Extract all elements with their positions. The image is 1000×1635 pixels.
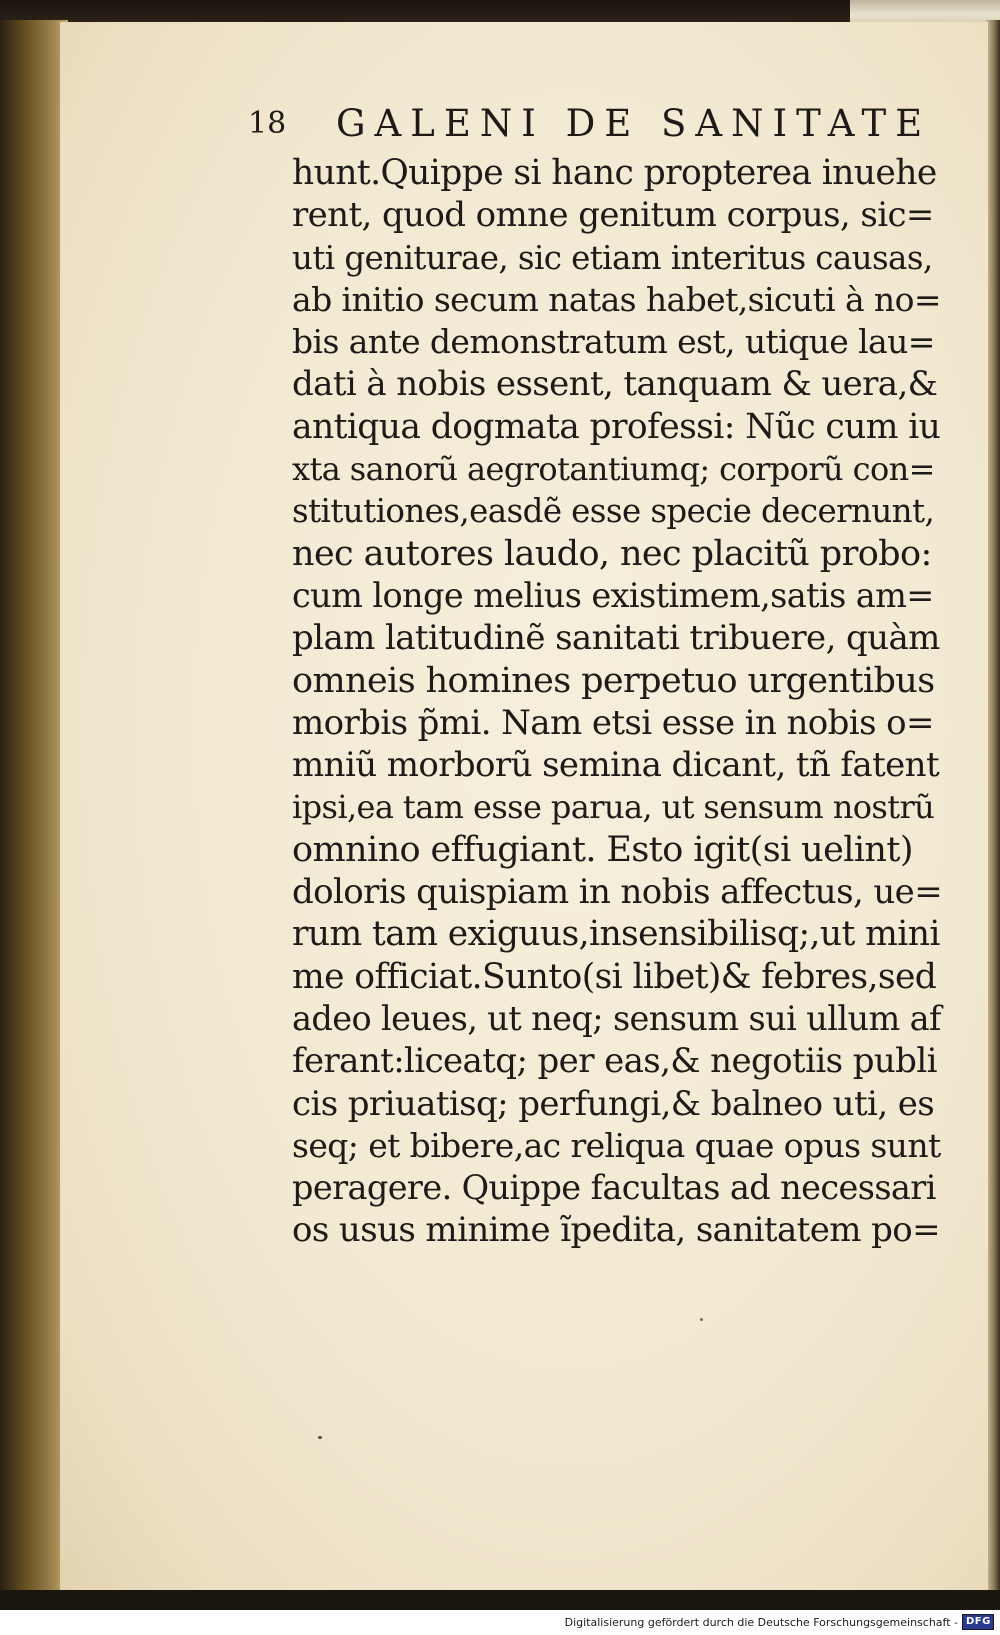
text-line: xta sanorũ aegrotantiumq; corporũ con= (292, 450, 935, 489)
text-line: me officiat.Sunto(si libet)& febres,sed (292, 956, 937, 997)
funding-credit: Digitalisierung gefördert durch die Deutsche Forschungsgemeinschaft - (564, 1616, 958, 1629)
text-line: peragere. Quippe facultas ad necessari (292, 1168, 936, 1208)
page-number: 18 (248, 106, 287, 141)
text-line: plam latitudinẽ sanitati tribuere, quàm (292, 618, 940, 659)
text-line: antiqua dogmata professi: Nũc cum iu (292, 406, 941, 447)
running-title: GALENI DE SANITATE (336, 102, 932, 145)
adjacent-page-corner (850, 0, 1000, 24)
dfg-logo-text: DFG (966, 1616, 991, 1627)
text-line: rent, quod omne genitum corpus, sic= (292, 195, 934, 236)
dust-speck (700, 1318, 703, 1321)
text-line: stitutiones,easdẽ esse specie decernunt, (292, 492, 935, 531)
text-block (248, 96, 943, 1252)
text-line: omneis homines perpetuo urgentibus (292, 660, 935, 701)
text-line: omnino effugiant. Esto igit(si uelint) (292, 829, 913, 870)
text-line: rum tam exiguus,insensibilisq;,ut mini (292, 914, 940, 955)
body-text (292, 152, 942, 1252)
text-line: ferant:liceatq; per eas,& negotiis publi (292, 1041, 937, 1082)
text-line: morbis p̃mi. Nam etsi esse in nobis o= (292, 702, 934, 743)
dfg-logo-icon (962, 1614, 994, 1630)
text-line: mniũ morborũ semina dicant, tñ fatent (292, 745, 940, 786)
text-line: uti geniturae, sic etiam interitus causas, (292, 238, 933, 277)
text-line: doloris quispiam in nobis affectus, ue= (292, 872, 943, 913)
text-line: seq; et bibere,ac reliqua quae opus sunt (292, 1125, 941, 1165)
text-line: dati à nobis essent, tanquam & uera,& (292, 364, 938, 405)
running-head (248, 96, 942, 152)
bottom-shadow (0, 1590, 1000, 1610)
dust-speck (318, 1436, 322, 1439)
text-line: cis priuatisq; perfungi,& balneo uti, es (292, 1083, 935, 1124)
text-line: hunt.Quippe si hanc propterea inuehe (292, 153, 937, 193)
text-line: cum longe melius existimem,satis am= (292, 575, 934, 615)
footer-bar (0, 1610, 1000, 1635)
text-line: nec autores laudo, nec placitũ probo: (292, 533, 932, 574)
text-line: adeo leues, ut neq; sensum sui ullum af (292, 998, 941, 1038)
text-line: ipsi,ea tam esse parua, ut sensum nostrũ (292, 788, 935, 827)
binding-edge (0, 20, 68, 1595)
text-line: ab initio secum natas habet,sicuti à no= (292, 279, 941, 319)
text-line: bis ante demonstratum est, utique lau= (292, 322, 935, 362)
text-line: os usus minime ĩpedita, sanitatem po= (292, 1210, 941, 1251)
